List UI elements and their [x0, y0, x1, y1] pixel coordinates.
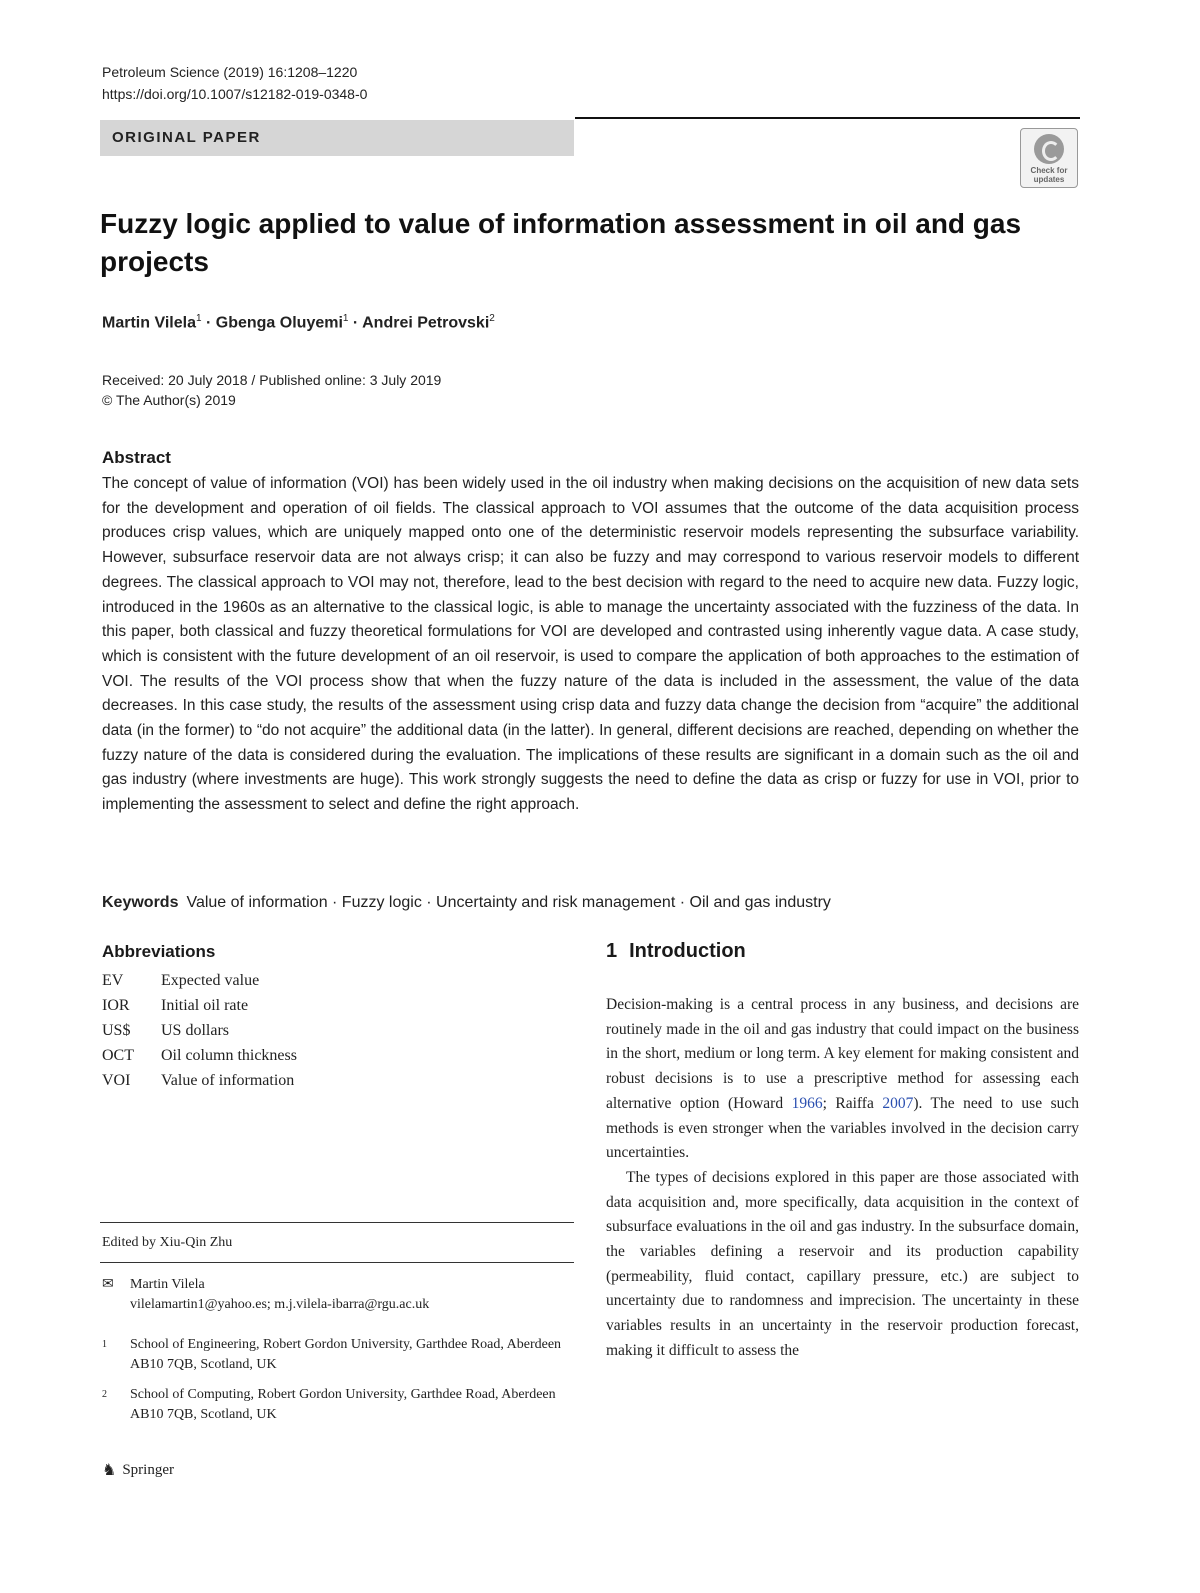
abbreviations-heading: Abbreviations	[102, 942, 216, 961]
abstract-text: The concept of value of information (VOI) has been widely used in the oil industry when making decisions on the acquisition of new data sets for the development and operation of oil fields. The classical approach to VOI assumes that the outcome of the data acquisition process produces crisp values, which are uniquely mapped onto one of the deterministic reservoir models representing the subsurface variability. However, subsurface reservoir data are not always crisp; it can also be fuzzy and may correspond to various reservoir models to different degrees. The classical approach to VOI may not, therefore, lead to the best decision with regard to the need to acquire new data. Fuzzy logic, introduced in the 1960s as an alternative to the classical logic, is able to manage the uncertainty associated with the fuzziness of the data. In this paper, both classical and fuzzy theoretical formulations for VOI are developed and contrasted using inherently vague data. A case study, which is consistent with the future development of an oil reservoir, is used to compare the application of both approaches to the estimation of VOI. The results of the VOI process show that when the fuzzy nature of the data is included in the assessment, the value of the data decreases. In this case study, the results of the assessment using crisp data and fuzzy data change the decision from “acquire” the additional data (in the former) to “do not acquire” the additional data (in the latter). In general, different decisions are reached, depending on whether the fuzzy nature of the data is considered during the evaluation. The implications of these results are significant in a domain such as the oil and gas industry (where investments are huge). This work strongly suggests the need to define the data as crisp or fuzzy for use in VOI, prior to implementing the assessment to select and define the right approach.	[102, 475, 1079, 814]
affiliation-mark: 1	[342, 313, 349, 324]
author-separator: ·	[205, 314, 212, 332]
author-name[interactable]: Gbenga Oluyemi	[215, 314, 343, 332]
badge-label: Check for updates	[1030, 166, 1068, 184]
abbreviation-row	[102, 993, 297, 1018]
copyright-notice: © The Author(s) 2019	[102, 392, 236, 408]
footnote-rule	[100, 1222, 574, 1223]
keywords-text: Value of information · Fuzzy logic · Uncertainty and risk management · Oil and gas industry	[186, 894, 831, 911]
abbreviation-meaning: Oil column thickness	[161, 1047, 297, 1064]
publisher-name: Springer	[122, 1461, 175, 1478]
text-run: ; Raiffa	[822, 1094, 883, 1112]
author-name[interactable]: Martin Vilela	[102, 314, 196, 332]
crossmark-icon	[1034, 134, 1064, 164]
header-rule	[575, 117, 1080, 119]
affiliation-number: 1	[102, 1339, 107, 1350]
abbreviation-row	[102, 1068, 297, 1093]
affiliation-mark: 2	[489, 313, 495, 324]
abbreviation-meaning: Value of information	[161, 1072, 295, 1089]
abbreviation-term: IOR	[102, 997, 130, 1014]
publisher-logo	[102, 1460, 174, 1480]
citation-link[interactable]: 1966	[791, 1094, 823, 1112]
keywords-line	[102, 894, 831, 912]
text-run: ). The need to use such methods is even stronger when the variables involved in the decision carry uncertainties.	[606, 1094, 1079, 1162]
journal-citation: Petroleum Science (2019) 16:1208–1220	[102, 64, 358, 80]
paragraph	[606, 993, 1079, 1166]
citation-link[interactable]: 2007	[882, 1094, 914, 1112]
abbreviation-row	[102, 1018, 297, 1043]
section-heading-introduction	[606, 940, 746, 963]
introduction-text	[606, 993, 1079, 1364]
abstract-heading: Abstract	[102, 448, 171, 467]
author-separator: ·	[352, 314, 359, 332]
envelope-icon: ✉	[102, 1277, 114, 1292]
abbreviation-row	[102, 968, 297, 993]
springer-horse-icon: ♞	[102, 1462, 117, 1479]
keywords-label: Keywords	[102, 894, 179, 911]
section-banner: ORIGINAL PAPER	[100, 120, 574, 156]
abbreviation-meaning: Expected value	[161, 972, 260, 989]
paper-title: Fuzzy logic applied to value of information assessment in oil and gas projects	[100, 208, 1022, 277]
author-name[interactable]: Andrei Petrovski	[362, 314, 490, 332]
abbreviation-term: US$	[102, 1022, 131, 1039]
affiliation-text: School of Engineering, Robert Gordon University, Garthdee Road, Aberdeen AB10 7QB, Scotland, UK	[130, 1337, 562, 1372]
abbreviation-meaning: US dollars	[161, 1022, 229, 1039]
section-number: 1	[606, 940, 618, 962]
section-title: Introduction	[629, 940, 746, 962]
footnote-rule	[100, 1262, 574, 1263]
paragraph: The types of decisions explored in this paper are those associated with data acquisition and, more specifically, data acquisition in the context of subsurface evaluations in the oil and gas industry. In the subsurface domain, the variables defining a reservoir and its production capability (permeability, fluid contact, capillary pressure, etc.) are subject to uncertainty due to randomness and imprecision. The uncertainty in these variables results in an uncertainty in the reservoir production forecast, making it difficult to assess the	[606, 1168, 1079, 1359]
corresponding-author-email[interactable]: vilelamartin1@yahoo.es; m.j.vilela-ibarra@rgu.ac.uk	[130, 1297, 430, 1312]
abbreviation-term: OCT	[102, 1047, 134, 1064]
check-for-updates-badge[interactable]	[1020, 128, 1078, 188]
affiliation-text: School of Computing, Robert Gordon University, Garthdee Road, Aberdeen AB10 7QB, Scotland, UK	[130, 1387, 556, 1422]
corresponding-author-name: Martin Vilela	[130, 1277, 205, 1292]
abbreviation-row	[102, 1043, 297, 1068]
author-list	[102, 313, 495, 332]
corresponding-author-details	[130, 1275, 570, 1315]
abbreviations-list	[102, 968, 297, 1093]
text-run: Decision-making is a central process in any business, and decisions are routinely made in the oil and gas industry that could impact on the business in the short, medium or long term. A key element for making consistent and robust decisions is to use a prescriptive method for assessing each alternative option (Howard	[606, 996, 1079, 1112]
abbreviation-term: VOI	[102, 1072, 131, 1089]
received-dates: Received: 20 July 2018 / Published online: 3 July 2019	[102, 372, 442, 388]
affiliation-number: 2	[102, 1389, 107, 1400]
doi-link[interactable]: https://doi.org/10.1007/s12182-019-0348-0	[102, 86, 368, 102]
abbreviation-term: EV	[102, 972, 124, 989]
affiliation-mark: 1	[195, 313, 202, 324]
edited-by-note: Edited by Xiu-Qin Zhu	[102, 1235, 233, 1250]
abbreviation-meaning: Initial oil rate	[161, 997, 249, 1014]
